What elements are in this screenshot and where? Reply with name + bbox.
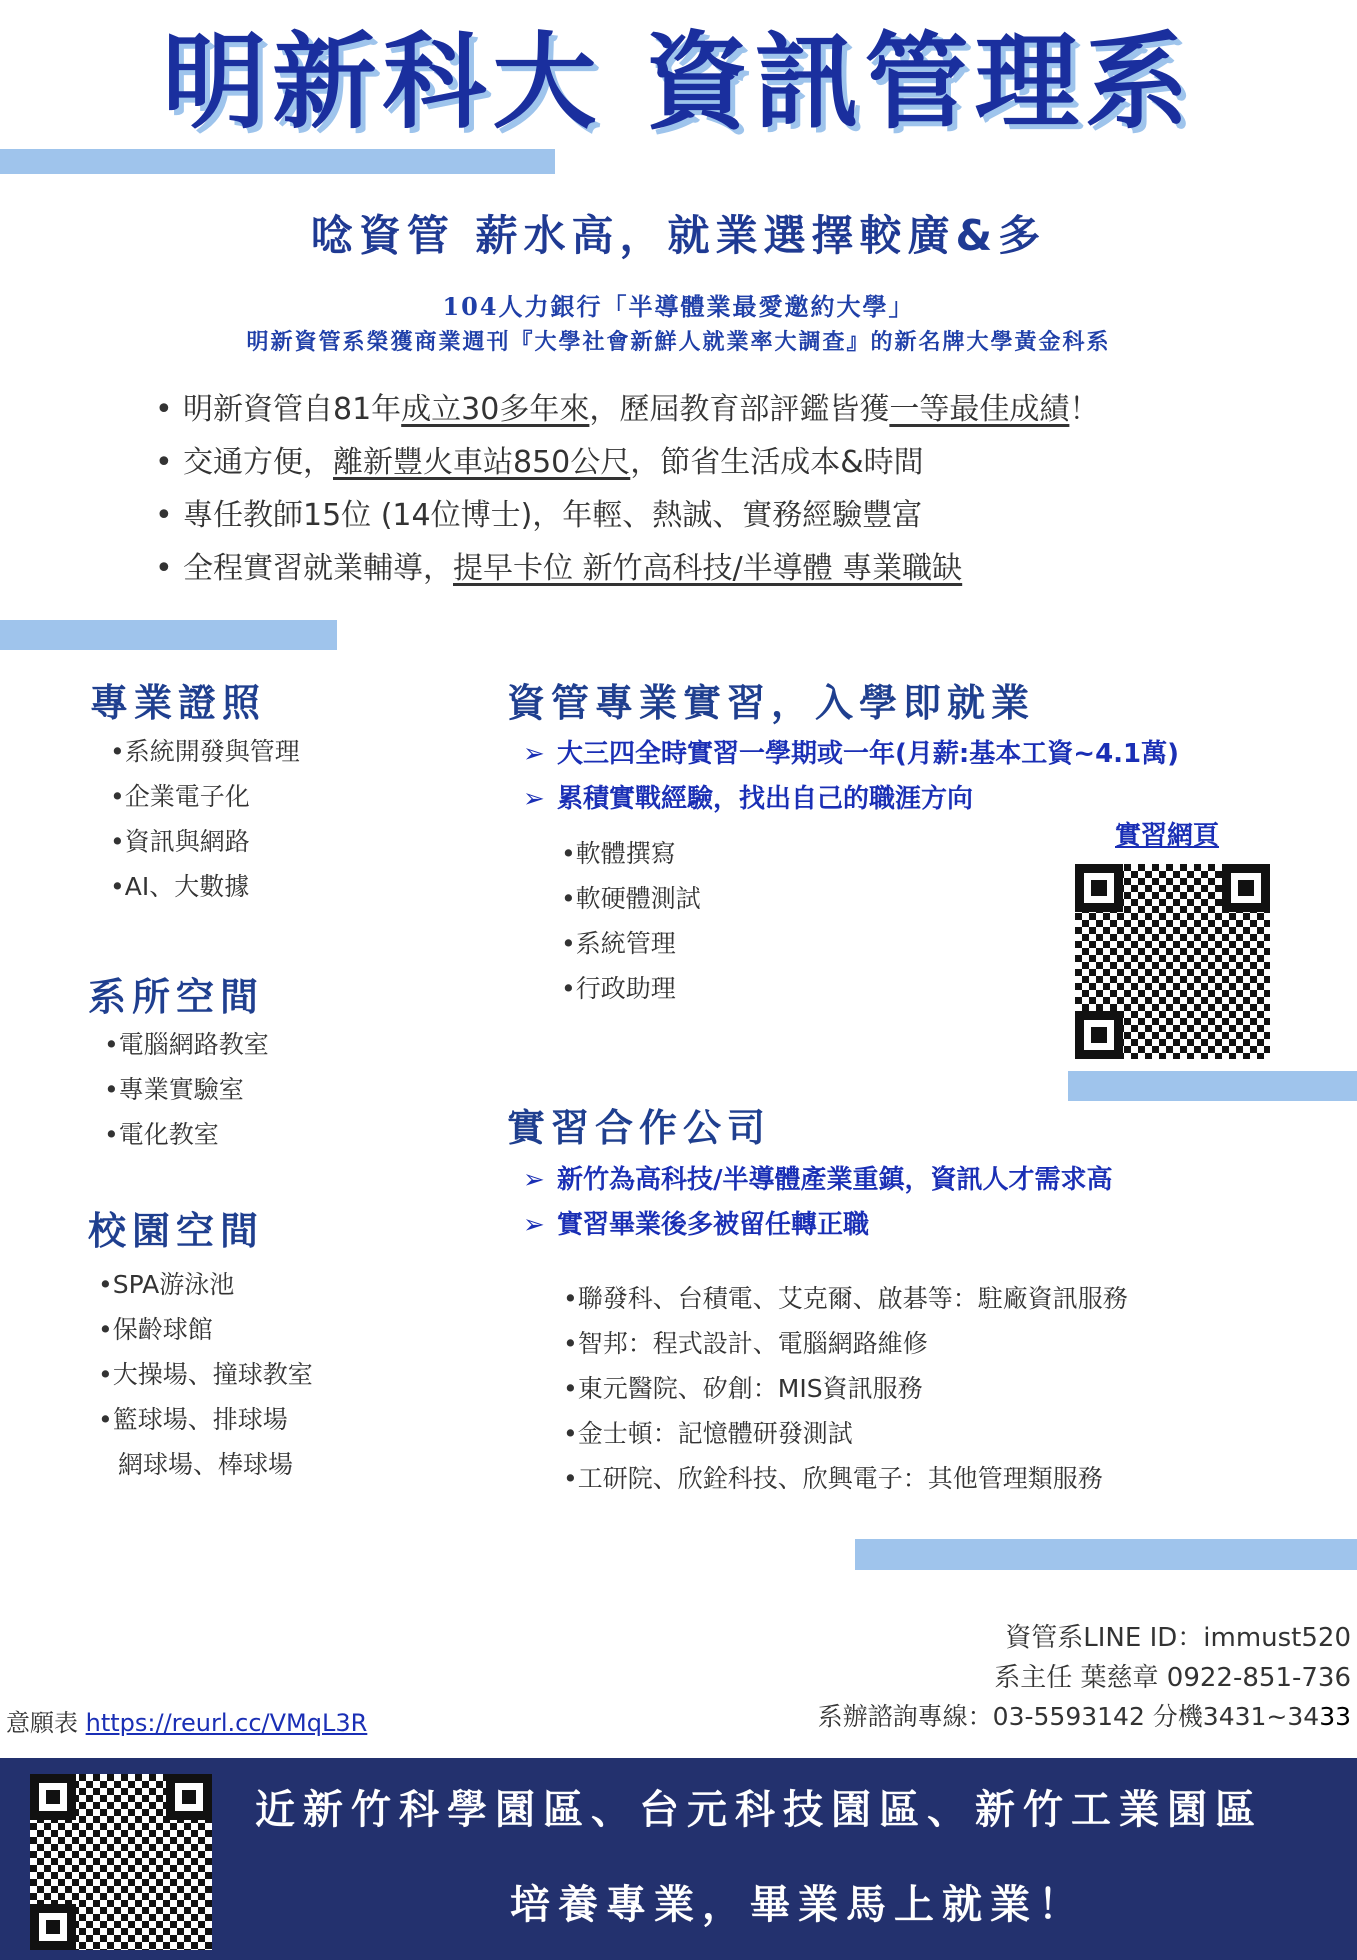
- list-item: •聯發科、台積電、艾克爾、啟碁等：駐廠資訊服務: [563, 1284, 1128, 1313]
- list-item: 網球場、棒球場: [118, 1450, 294, 1479]
- list-item: •專業實驗室: [104, 1075, 244, 1104]
- application-form-link[interactable]: https://reurl.cc/VMqL3R: [85, 1709, 368, 1737]
- internship-qr-code[interactable]: [1075, 864, 1270, 1059]
- list-item: ➢ 新竹為高科技/半導體產業重鎮，資訊人才需求高: [523, 1165, 1113, 1195]
- tagline-104: 104人力銀行「半導體業最愛邀約大學」: [442, 292, 915, 321]
- campus-title: 校園空間: [88, 1209, 265, 1253]
- dept-space-list: [104, 1028, 269, 1163]
- list-item: •軟體撰寫: [561, 839, 676, 868]
- internship-arrow-list: [523, 737, 1179, 827]
- list-item: ➢ 實習畢業後多被留任轉正職: [523, 1210, 870, 1240]
- line-id: 資管系LINE ID：immust520: [1005, 1623, 1351, 1653]
- list-item: ➢ 累積實戰經驗，找出自己的職涯方向: [523, 784, 974, 814]
- list-item: ➢ 大三四全時實習一學期或一年(月薪:基本工資~4.1萬): [523, 739, 1180, 769]
- highlight-item: • 全程實習就業輔導，提早卡位 新竹高科技/半導體 專業職缺: [155, 551, 963, 586]
- footer-location-line: 近新竹科學園區、台元科技園區、新竹工業園區: [255, 1787, 1263, 1833]
- arrow-icon: ➢: [523, 784, 545, 814]
- list-item: •SPA游泳池: [98, 1270, 235, 1299]
- list-item: •系統管理: [561, 929, 676, 958]
- accent-bar-top: [0, 149, 555, 174]
- accent-bar-right-2: [855, 1539, 1357, 1570]
- arrow-icon: ➢: [523, 739, 545, 769]
- list-item: •企業電子化: [110, 782, 250, 811]
- highlight-item: • 明新資管自81年成立30多年來，歷屆教育部評鑑皆獲一等最佳成績！: [155, 392, 1100, 427]
- cert-title: 專業證照: [90, 681, 267, 725]
- application-qr-code[interactable]: [30, 1774, 212, 1950]
- list-item: •東元醫院、矽創：MIS資訊服務: [563, 1374, 923, 1403]
- partners-list: [563, 1282, 1128, 1507]
- director-contact: 系主任 葉慈章 0922-851-736: [994, 1663, 1351, 1693]
- page-subtitle: 唸資管 薪水高，就業選擇較廣&多: [310, 211, 1047, 260]
- dept-space-title: 系所空間: [88, 975, 265, 1019]
- cert-list: [110, 735, 300, 915]
- highlights-list: [155, 390, 1099, 602]
- footer-banner: [0, 1758, 1357, 1960]
- campus-list: [98, 1268, 313, 1493]
- accent-bar-middle: [0, 620, 337, 650]
- list-item: •金士頓：記憶體研發測試: [563, 1419, 853, 1448]
- list-item: •行政助理: [561, 974, 676, 1003]
- list-item: •籃球場、排球場: [98, 1405, 288, 1434]
- list-item: •資訊與網路: [110, 827, 250, 856]
- list-item: •軟硬體測試: [561, 884, 701, 913]
- list-item: •保齡球館: [98, 1315, 213, 1344]
- list-item: •智邦：程式設計、電腦網路維修: [563, 1329, 928, 1358]
- partners-title: 實習合作公司: [507, 1106, 772, 1150]
- list-item: •電腦網路教室: [104, 1030, 269, 1059]
- arrow-icon: ➢: [523, 1210, 545, 1240]
- arrow-icon: ➢: [523, 1165, 545, 1195]
- internship-roles-list: [561, 837, 701, 1017]
- list-item: •電化教室: [104, 1120, 219, 1149]
- list-item: •大操場、撞球教室: [98, 1360, 313, 1389]
- office-contact: 系辦諮詢專線：03-5593142 分機3431~3433: [817, 1702, 1351, 1731]
- footer-slogan: 培養專業，畢業馬上就業！: [510, 1882, 1086, 1928]
- list-item: •系統開發與管理: [110, 737, 300, 766]
- highlight-item: • 專任教師15位 (14位博士)，年輕、熱誠、實務經驗豐富: [155, 498, 923, 533]
- highlight-item: • 交通方便，離新豐火車站850公尺，節省生活成本&時間: [155, 445, 924, 480]
- internship-title: 資管專業實習，入學即就業: [507, 681, 1036, 725]
- application-form: 意願表 https://reurl.cc/VMqL3R: [6, 1709, 368, 1737]
- list-item: •AI、大數據: [110, 872, 250, 901]
- list-item: •工研院、欣銓科技、欣興電子：其他管理類服務: [563, 1464, 1103, 1493]
- page-title: 明新科大 資訊管理系: [162, 21, 1195, 143]
- partners-arrow-list: [523, 1163, 1113, 1253]
- internship-web-link[interactable]: 實習網頁: [1115, 821, 1220, 851]
- tagline-businessweek: 明新資管系榮獲商業週刊『大學社會新鮮人就業率大調查』的新名牌大學黃金科系: [246, 329, 1111, 355]
- accent-bar-right-1: [1068, 1071, 1357, 1101]
